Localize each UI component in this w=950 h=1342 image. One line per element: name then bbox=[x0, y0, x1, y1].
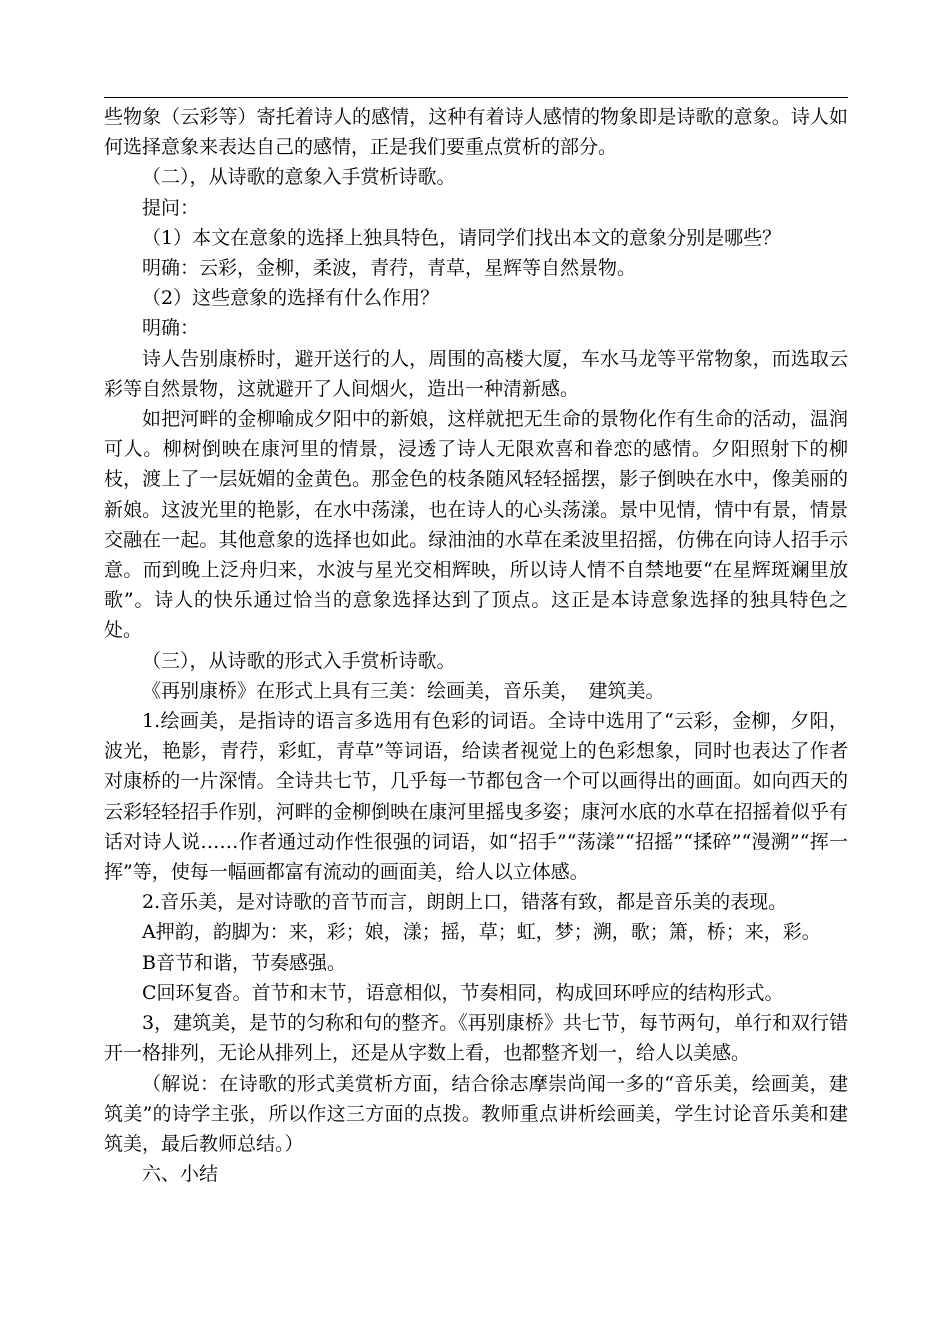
paragraph-painting-beauty: 1.绘画美，是指诗的语言多选用有色彩的词语。全诗中选用了“云彩，金柳，夕阳，波光，艳影，青荇，彩虹，青草”等词语，给读者视觉上的色彩想象，同时也表达了作者对康桥的一片深情。全诗共七节，几乎每一节都包含一个可以画得出的画面。如向西天的云彩轻轻招手作别，河畔的金柳倒映在康河里摇曳多姿；康河水底的水草在招摇着似乎有话对诗人说……作者通过动作性很强的词语，如“招手”“荡漾”“招摇”“揉碎”“漫溯”“挥一挥”等，使每一幅画都富有流动的画面美，给人以立体感。 bbox=[104, 710, 848, 884]
section-heading-imagery: （二），从诗歌的意象入手赏析诗歌。 bbox=[142, 166, 456, 189]
paragraph: 些物象（云彩等）寄托着诗人的感情，这种有着诗人感情的物象即是诗歌的意象。诗人如何选择意象来表达自己的感情，正是我们要重点赏析的部分。 bbox=[104, 106, 848, 159]
document-body bbox=[104, 102, 848, 1189]
list-item: A押韵，韵脚为：来，彩；娘，漾；摇，草；虹，梦；溯，歌；箫，桥；来，彩。 bbox=[142, 921, 821, 944]
answer: 明确：云彩，金柳，柔波，青荇，青草，星辉等自然景物。 bbox=[142, 257, 637, 280]
section-heading-summary: 六、小结 bbox=[142, 1163, 219, 1186]
commentary-note: （解说：在诗歌的形式美赏析方面，结合徐志摩崇尚闻一多的“音乐美，绘画美，建筑美”的诗学主张，所以作这三方面的点拨。教师重点讲析绘画美，学生讨论音乐美和建筑美，最后教师总结。） bbox=[104, 1072, 848, 1155]
list-item: B音节和谐，节奏感强。 bbox=[142, 951, 346, 974]
paragraph: 诗人告别康桥时，避开送行的人，周围的高楼大厦，车水马龙等平常物象，而选取云彩等自然景物，这就避开了人间烟火，造出一种清新感。 bbox=[104, 347, 848, 400]
paragraph: 如把河畔的金柳喻成夕阳中的新娘，这样就把无生命的景物化作有生命的活动，温润可人。柳树倒映在康河里的情景，浸透了诗人无限欢喜和眷恋的感情。夕阳照射下的柳枝，渡上了一层妩媚的金黄色。那金色的枝条随风轻轻摇摆，影子倒映在水中，像美丽的新娘。这波光里的艳影，在水中荡漾，也在诗人的心头荡漾。景中见情，情中有景，情景交融在一起。其他意象的选择也如此。绿油油的水草在柔波里招摇，仿佛在向诗人招手示意。而到晚上泛舟归来，水波与星光交相辉映，所以诗人情不自禁地要“在星辉斑斓里放歌”。诗人的快乐通过恰当的意象选择达到了顶点。这正是本诗意象选择的独具特色之处。 bbox=[104, 408, 848, 642]
paragraph-architecture-beauty: 3，建筑美，是节的匀称和句的整齐。《再别康桥》共七节，每节两句，单行和双行错开一格排列，无论从排列上，还是从字数上看，也都整齐划一，给人以美感。 bbox=[104, 1012, 848, 1065]
answer: 明确： bbox=[142, 317, 200, 340]
question: （2）这些意象的选择有什么作用？ bbox=[142, 287, 440, 310]
header-rule bbox=[104, 97, 848, 98]
paragraph-music-beauty: 2.音乐美，是对诗歌的音节而言，朗朗上口，错落有致，都是音乐美的表现。 bbox=[142, 891, 788, 914]
paragraph: 提问： bbox=[142, 196, 200, 219]
list-item: C回环复沓。首节和末节，语意相似，节奏相同，构成回环呼应的结构形式。 bbox=[142, 981, 784, 1004]
paragraph: 《再别康桥》在形式上具有三美：绘画美，音乐美， 建筑美。 bbox=[142, 679, 665, 702]
question: （1）本文在意象的选择上独具特色，请同学们找出本文的意象分别是哪些？ bbox=[142, 226, 782, 249]
section-heading-form: （三），从诗歌的形式入手赏析诗歌。 bbox=[142, 649, 456, 672]
